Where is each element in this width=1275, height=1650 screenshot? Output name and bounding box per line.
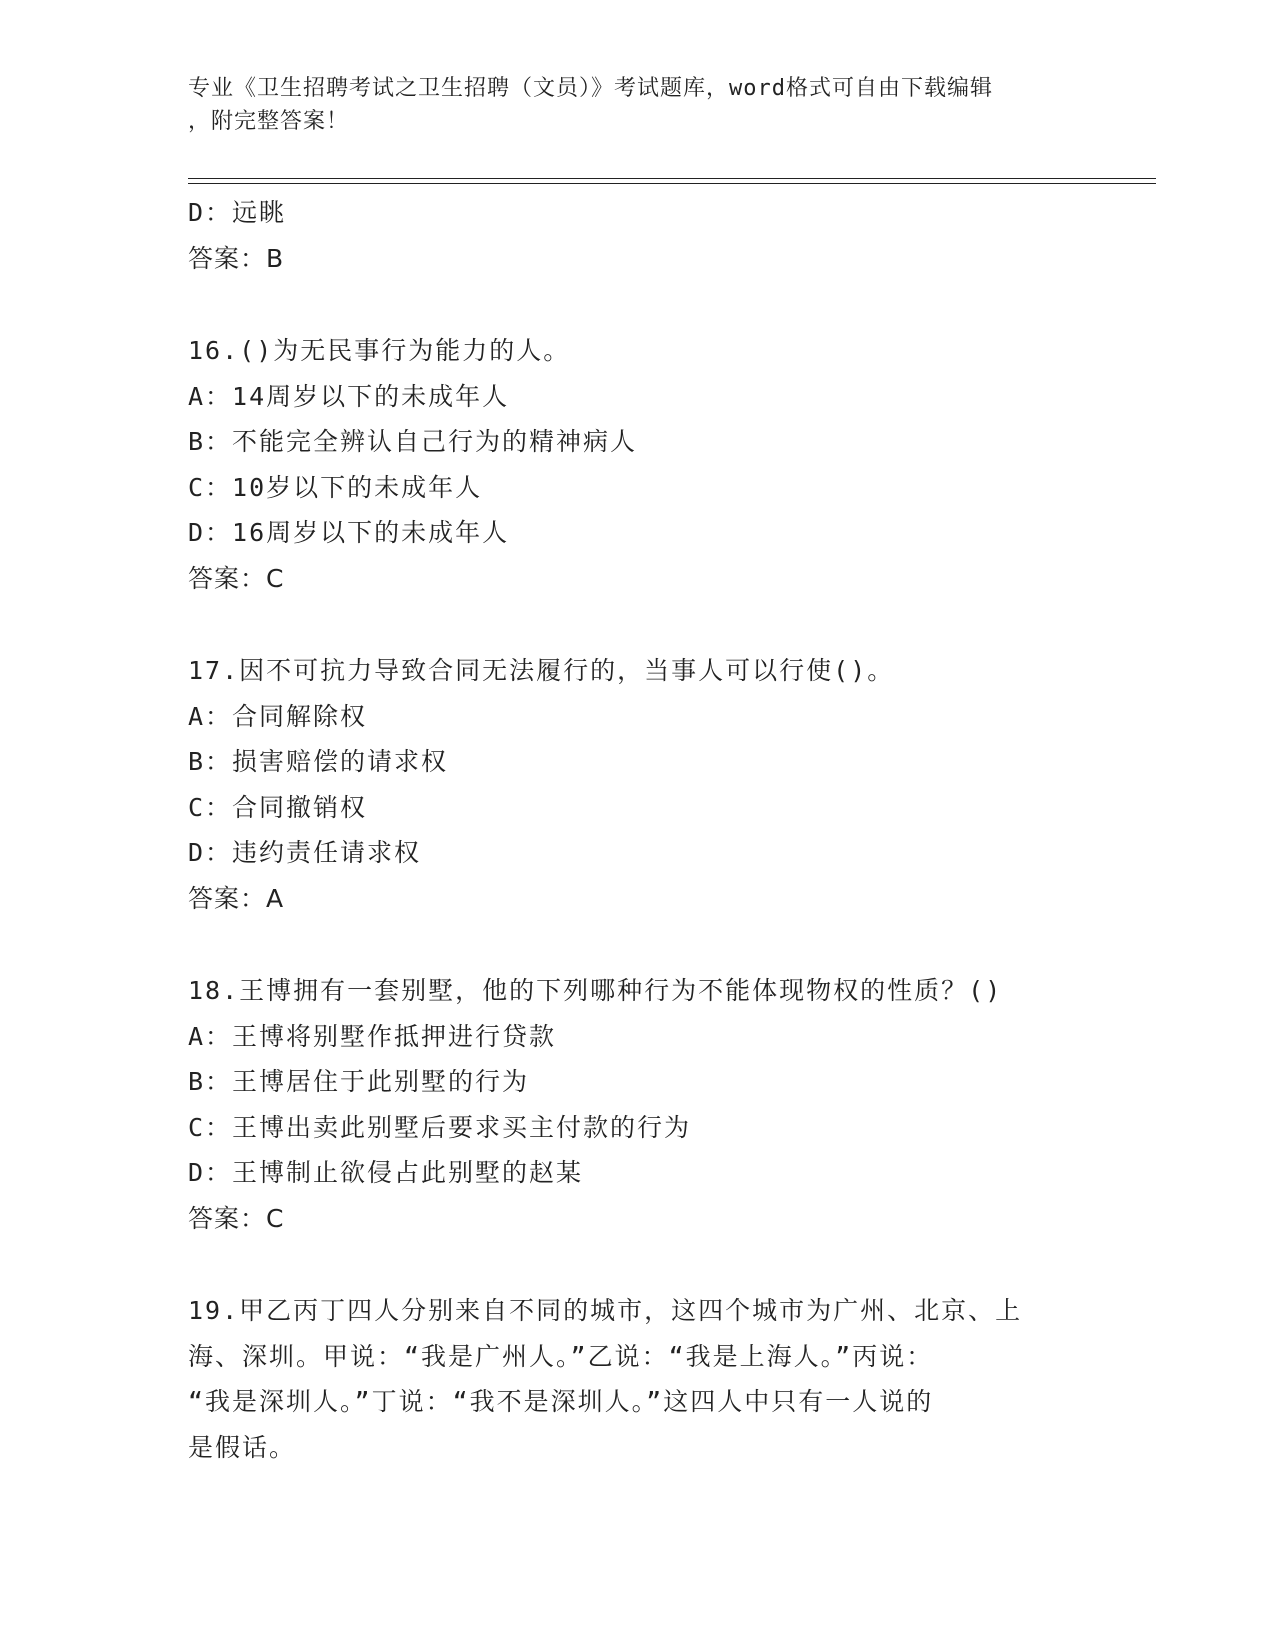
header-rule-top	[188, 178, 1156, 179]
question-stem: 16.()为无民事行为能力的人。	[188, 336, 571, 365]
option-b: B：不能完全辨认自己行为的精神病人	[188, 427, 638, 456]
option-b: B：王博居住于此别墅的行为	[188, 1067, 530, 1096]
option-a: A：合同解除权	[188, 701, 368, 731]
option-d: D：王博制止欲侵占此别墅的赵某	[188, 1158, 584, 1187]
prev-question-answer: 答案：B	[188, 243, 285, 273]
answer: 答案：C	[188, 563, 285, 593]
prev-question-option-d: D：远眺	[188, 198, 287, 227]
question-stem-line-1: 19.甲乙丙丁四人分别来自不同的城市，这四个城市为广州、北京、上	[188, 1296, 1023, 1325]
document-header	[188, 72, 1068, 138]
question-18	[188, 968, 1088, 1241]
header-line-1: 专业《卫生招聘考试之卫生招聘（文员）》考试题库，word格式可自由下载编辑	[188, 76, 993, 101]
option-b: B：损害赔偿的请求权	[188, 747, 449, 776]
question-stem: 18.王博拥有一套别墅，他的下列哪种行为不能体现物权的性质？()	[188, 976, 1003, 1005]
question-stem: 17.因不可抗力导致合同无法履行的，当事人可以行使()。	[188, 656, 895, 685]
spacer	[188, 1241, 1088, 1288]
option-d: D：16周岁以下的未成年人	[188, 518, 510, 547]
option-d: D：违约责任请求权	[188, 838, 422, 867]
option-c: C：王博出卖此别墅后要求买主付款的行为	[188, 1112, 692, 1142]
question-content	[188, 190, 1088, 1470]
spacer	[188, 281, 1088, 328]
answer: 答案：A	[188, 883, 285, 913]
header-line-2: ，附完整答案！	[188, 109, 350, 134]
option-a: A：14周岁以下的未成年人	[188, 381, 510, 411]
question-stem-line-2: 海、深圳。甲说：“我是广州人。”乙说：“我是上海人。”丙说：	[188, 1341, 934, 1371]
header-rule-bottom	[188, 183, 1156, 184]
question-16	[188, 328, 1088, 601]
spacer	[188, 921, 1088, 968]
option-a: A：王博将别墅作抵押进行贷款	[188, 1021, 557, 1051]
question-stem-line-3: “我是深圳人。”丁说：“我不是深圳人。”这四人中只有一人说的	[188, 1387, 934, 1416]
answer: 答案：C	[188, 1203, 285, 1233]
option-c: C：10岁以下的未成年人	[188, 472, 483, 502]
question-stem-line-4: 是假话。	[188, 1432, 297, 1462]
option-c: C：合同撤销权	[188, 792, 368, 822]
question-19	[188, 1288, 1088, 1470]
question-17	[188, 648, 1088, 921]
spacer	[188, 601, 1088, 648]
